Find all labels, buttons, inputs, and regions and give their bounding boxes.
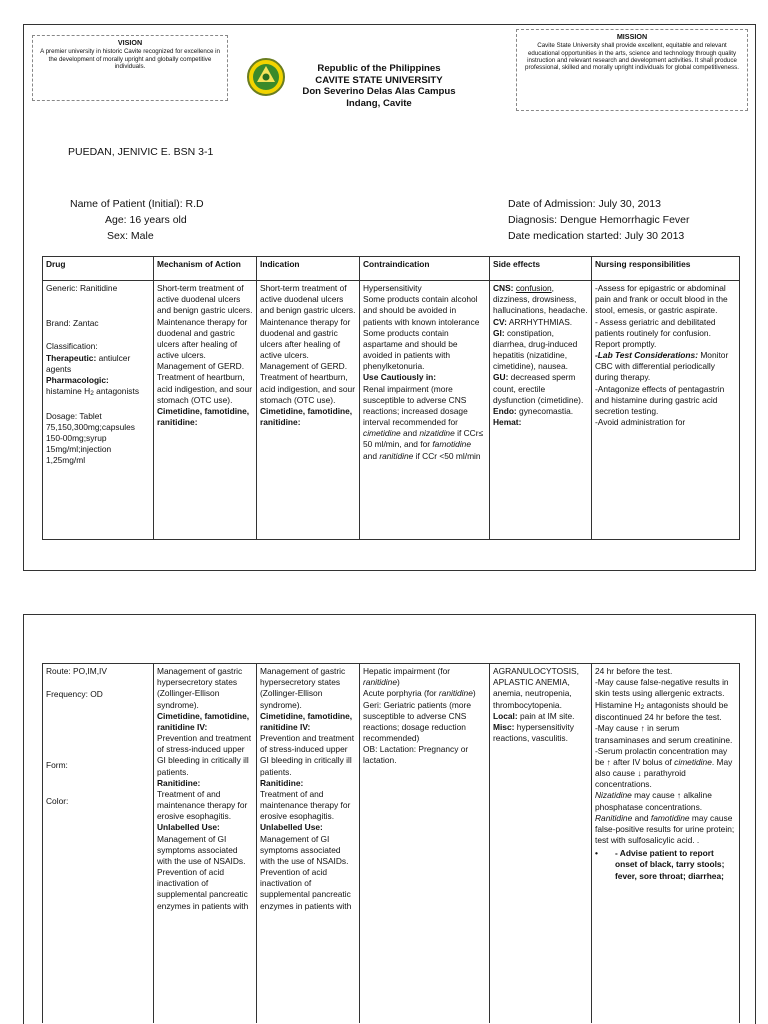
mechanism-bold: Cimetidine, famotidine, ranitidine IV:	[157, 710, 250, 732]
dosage: Dosage: Tablet 75,150,300mg;capsules 150-00mg;syrup 15mg/ml;injection 1,25mg/ml	[46, 410, 135, 466]
route: Route: PO,IM,IV	[46, 666, 107, 676]
col-header-indication: Indication	[257, 257, 360, 281]
mission-box	[516, 29, 748, 111]
mechanism-cell-continued	[154, 664, 257, 1024]
contra-line: Hypersensitivity	[363, 283, 422, 293]
nursing-line: -May cause false-negative results in skin tests using allergenic extracts. Histamine $H_2$ antagonists should be discontinued 24 hr before the test.	[595, 677, 729, 723]
use-cautiously-label: Use Cautiously in:	[363, 372, 437, 383]
nursing-line: -Antagonize effects of pentagastrin and histamine during gastric acid secretion testing.	[595, 383, 725, 416]
col-header-side-effects: Side effects	[490, 257, 592, 281]
side-effects-cell	[490, 281, 592, 540]
univ-line-4: Indang, Cavite	[346, 97, 412, 109]
indication-cell	[257, 281, 360, 540]
nursing-line: Nizatidine may cause ↑ alkaline phosphatase concentrations.	[595, 790, 712, 812]
patient-age: Age: 16 years old	[105, 213, 187, 226]
univ-line-3: Don Severino Delas Alas Campus	[302, 86, 456, 97]
color: Color:	[46, 795, 69, 806]
indication-text: Management of GI symptoms associated with the use of NSAIDs. Prevention of acid inactivation of supplemental pancreatic enzymes in patients with	[260, 833, 352, 911]
col-header-drug: Drug	[43, 257, 154, 281]
patient-info-right	[508, 197, 690, 244]
side-gi: GI: constipation, diarrhea, drug-induced hepatitis (nizatidine, cimetidine), nausea.	[493, 327, 578, 372]
contra-ob: OB: Lactation: Pregnancy or lactation.	[363, 744, 469, 766]
drug-study-table	[42, 256, 740, 540]
side-endo: Endo: gynecomastia.	[493, 405, 574, 416]
patient-info-left	[70, 197, 204, 244]
classification-label: Classification:	[46, 341, 98, 352]
vision-title: VISION	[117, 38, 143, 47]
mechanism-text: Prevention and treatment of stress-induced upper GI bleeding in critically ill patients.	[157, 733, 252, 777]
indication-text: Management of gastric hypersecretory states (Zollinger-Ellison syndrome).	[260, 666, 346, 710]
contra-line: Some products contain alcohol and should be avoided in patients with known intolerance	[363, 294, 480, 327]
mission-title: MISSION	[616, 32, 648, 41]
mission-text: Cavite State University shall provide excellent, equitable and relevant educational opportunities in the arts, science and technology through quality instruction and relevant research and development activities. It shall produce professional, skilled and morally upright individuals for global competitiveness.	[525, 42, 739, 72]
indication-bold: Ranitidine:	[260, 777, 304, 788]
side-gu: GU: decreased sperm count, erectile dysfunction (cimetidine).	[493, 372, 584, 405]
contraindication-cell	[360, 281, 490, 540]
patient-sex: Sex: Male	[107, 229, 154, 242]
medication-start-date: Date medication started: July 30 2013	[508, 229, 685, 242]
nursing-cell	[592, 281, 740, 540]
mechanism-text: Management of GI symptoms associated with the use of NSAIDs. Prevention of acid inactivation of supplemental pancreatic enzymes in patients with	[157, 833, 249, 911]
nursing-bullet: • - Advise patient to report onset of black, tarry stools; fever, sore throat; diarrhea;	[595, 848, 725, 881]
page-2	[23, 614, 756, 1024]
nursing-line: - Assess geriatric and debilitated patients routinely for confusion. Report promptly.	[595, 316, 716, 349]
drug-study-table-continued	[42, 663, 740, 1023]
indication-bold: Unlabelled Use:	[260, 822, 323, 833]
pharmacologic-class: histamine $H_2$ antagonists	[46, 386, 140, 398]
drug-cell-continued	[43, 664, 154, 1024]
contra-geri: Geri: Geriatric patients (more susceptible to adverse CNS reactions; dosage reduction recommended)	[363, 699, 471, 744]
mechanism-bold: Ranitidine:	[157, 777, 201, 788]
side-cv: CV: ARRHYTHMIAS.	[493, 316, 573, 327]
nursing-lab: -Lab Test Considerations: Monitor CBC with differential periodically during therapy.	[595, 350, 729, 383]
mechanism-text: Management of gastric hypersecretory states (Zollinger-Ellison syndrome).	[157, 666, 243, 710]
col-header-mechanism: Mechanism of Action	[154, 257, 257, 281]
bullet-icon: •	[595, 848, 598, 859]
mechanism-bold: Unlabelled Use:	[157, 822, 220, 833]
univ-line-2: CAVITE STATE UNIVERSITY	[315, 74, 443, 86]
student-name: PUEDAN, JENIVIC E. BSN 3-1	[68, 146, 214, 158]
vision-box	[32, 35, 228, 101]
side-cns: CNS: confusion, dizziness, drowsiness, hallucinations, headache.	[493, 283, 588, 316]
nursing-line: -May cause ↑ in serum transaminases and serum creatinine.	[595, 723, 733, 745]
nursing-line: -Assess for epigastric or abdominal pain and frank or occult blood in the stool, emesis, or gastric aspirate.	[595, 283, 728, 316]
indication-text: Treatment of and maintenance therapy for erosive esophagitis.	[260, 788, 351, 822]
page-1	[23, 24, 756, 571]
contra-renal: Renal impairment (more susceptible to adverse CNS reactions; increased dosage interval recommended for cimetidine and nizatidine if CCr≤ 50 ml/min, and for famotidine and ranitidine if CCr <50 ml/min	[363, 383, 484, 461]
nursing-line: -Avoid administration for	[595, 417, 686, 428]
vision-text: A premier university in historic Cavite recognized for excellence in the development of morally upright and globally competitive individuals.	[40, 48, 220, 71]
mechanism-text: Treatment of and maintenance therapy for erosive esophagitis.	[157, 788, 248, 822]
nursing-line: 24 hr before the test.	[595, 666, 673, 676]
form: Form:	[46, 760, 68, 771]
drug-cell	[43, 281, 154, 540]
mechanism-bold: Cimetidine, famotidine, ranitidine:	[157, 405, 250, 428]
generic-name: Generic: Ranitidine	[46, 283, 118, 293]
indication-bold: Cimetidine, famotidine, ranitidine IV:	[260, 710, 353, 732]
university-header	[264, 63, 494, 109]
patient-name: Name of Patient (Initial): R.D	[70, 198, 204, 210]
univ-line-1: Republic of the Philippines	[317, 63, 441, 74]
nursing-line: -Serum prolactin concentration may be ↑ after IV bolus of cimetidine. May also cause ↓ parathyroid concentrations.	[595, 745, 733, 790]
col-header-nursing: Nursing responsibilities	[592, 257, 740, 281]
indication-text: Short-term treatment of active duodenal ulcers and benign gastric ulcers. Maintenance therapy for duodenal and gastric ulcers after healing of active ulcers. Management of GERD. Treatment of heartburn, acid indigestion, and sour stomach (OTC use).	[260, 283, 356, 405]
contra-line: Some products contain aspartame and should be avoided in patients with phenylketonuria.	[363, 327, 458, 372]
contra-hepatic: Hepatic impairment (for ranitidine)	[363, 666, 451, 688]
brand-name: Brand: Zantac	[46, 318, 99, 329]
admission-date: Date of Admission: July 30, 2013	[508, 198, 661, 210]
nursing-line: Ranitidine and famotidine may cause false-positive results for urine protein; test with sulfosalicylic acid. .	[595, 812, 735, 846]
indication-cell-continued	[257, 664, 360, 1024]
col-header-contraindication: Contraindication	[360, 257, 490, 281]
nursing-cell-continued	[592, 664, 740, 1024]
frequency: Frequency: OD	[46, 689, 103, 700]
indication-text: Prevention and treatment of stress-induced upper GI bleeding in critically ill patients.	[260, 733, 355, 777]
therapeutic-class: Therapeutic: antiulcer agents	[46, 352, 131, 374]
side-hemat: Hemat:	[493, 417, 522, 428]
side-hemat-list: AGRANULOCYTOSIS, APLASTIC ANEMIA, anemia, neutropenia, thrombocytopenia.	[493, 666, 579, 710]
pharmacologic-label: Pharmacologic:	[46, 374, 109, 385]
indication-bold: Cimetidine, famotidine, ranitidine:	[260, 405, 353, 428]
mechanism-cell	[154, 281, 257, 540]
contra-porphyria: Acute porphyria (for ranitidine)	[363, 688, 476, 699]
diagnosis: Diagnosis: Dengue Hemorrhagic Fever	[508, 213, 690, 226]
mechanism-text: Short-term treatment of active duodenal ulcers and benign gastric ulcers. Maintenance therapy for duodenal and gastric ulcers after healing of active ulcers. Management of GERD. Treatment of heartburn, acid indigestion, and sour stomach (OTC use).	[157, 283, 253, 405]
contraindication-cell-continued	[360, 664, 490, 1024]
side-local-misc: Local: pain at IM site. Misc: hypersensitivity reactions, vasculitis.	[493, 710, 575, 744]
side-effects-cell-continued	[490, 664, 592, 1024]
